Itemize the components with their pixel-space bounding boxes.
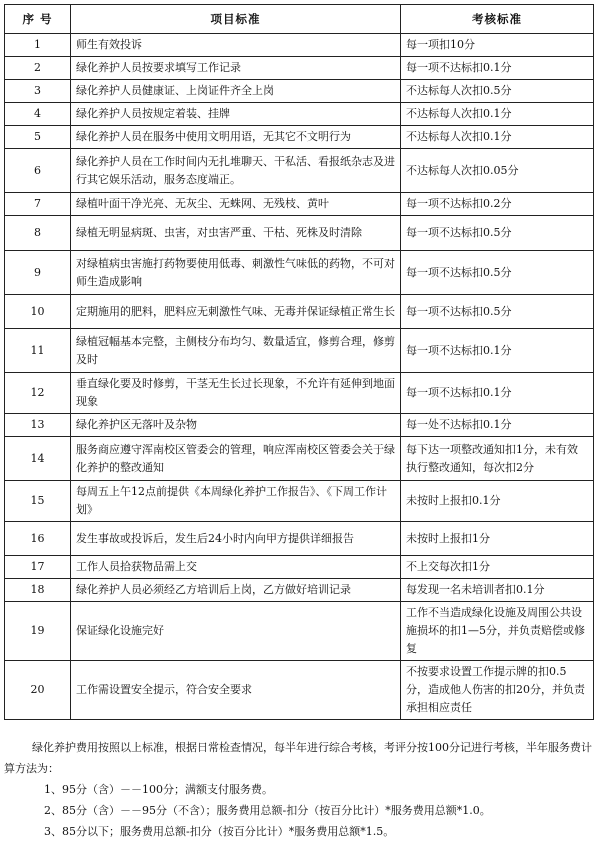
table-row	[5, 295, 594, 329]
row-number: 7	[5, 193, 71, 216]
table-row	[5, 34, 594, 57]
assessment-standard: 每一项不达标扣0.1分	[401, 373, 594, 414]
row-number: 6	[5, 149, 71, 193]
table-row	[5, 80, 594, 103]
item-standard: 绿化养护人员按要求填写工作记录	[71, 57, 401, 80]
table-row	[5, 414, 594, 437]
assessment-standard: 每一处不达标扣0.1分	[401, 414, 594, 437]
row-number: 17	[5, 556, 71, 579]
item-standard: 绿化养护人员按规定着装、挂牌	[71, 103, 401, 126]
assessment-standard: 不按要求设置工作提示牌的扣0.5分，造成他人伤害的扣20分，并负责承担相应责任	[401, 661, 594, 720]
assessment-standard: 工作不当造成绿化设施及周围公共设施损坏的扣1—5分，并负责赔偿或修复	[401, 602, 594, 661]
table-body	[5, 34, 594, 720]
row-number: 16	[5, 522, 71, 556]
notes-item: 3、85分以下；服务费用总额-扣分（按百分比计）*服务费用总额*1.5。	[44, 825, 395, 838]
assessment-standard: 不达标每人次扣0.1分	[401, 126, 594, 149]
row-number: 14	[5, 437, 71, 481]
table-row	[5, 437, 594, 481]
item-standard: 垂直绿化要及时修剪，干茎无生长过长现象，不允许有延伸到地面现象	[71, 373, 401, 414]
table-row	[5, 193, 594, 216]
row-number: 18	[5, 579, 71, 602]
item-standard: 服务商应遵守浑南校区管委会的管理，响应浑南校区管委会关于绿化养护的整改通知	[71, 437, 401, 481]
row-number: 15	[5, 481, 71, 522]
assessment-standard: 每一项不达标扣0.5分	[401, 216, 594, 251]
table-row	[5, 251, 594, 295]
table-row	[5, 329, 594, 373]
row-number: 10	[5, 295, 71, 329]
item-standard: 绿化养护人员健康证、上岗证件齐全上岗	[71, 80, 401, 103]
assessment-standard: 不上交每次扣1分	[401, 556, 594, 579]
table-row	[5, 126, 594, 149]
item-standard: 绿植冠幅基本完整，主侧枝分布均匀、数量适宜，修剪合理，修剪及时	[71, 329, 401, 373]
item-standard: 工作需设置安全提示，符合安全要求	[71, 661, 401, 720]
assessment-standard: 每一项不达标扣0.1分	[401, 57, 594, 80]
table-row	[5, 149, 594, 193]
item-standard: 对绿植病虫害施打药物要使用低毒、刺激性气味低的药物，不可对师生造成影响	[71, 251, 401, 295]
item-standard: 绿植无明显病斑、虫害，对虫害严重、干枯、死株及时清除	[71, 216, 401, 251]
item-standard: 绿化养护人员必须经乙方培训后上岗，乙方做好培训记录	[71, 579, 401, 602]
assessment-standard: 每一项不达标扣0.1分	[401, 329, 594, 373]
item-standard: 保证绿化设施完好	[71, 602, 401, 661]
assessment-table	[4, 4, 594, 720]
notes-item: 1、95分（含）－－100分；满额支付服务费。	[44, 783, 273, 796]
item-standard: 绿化养护人员在服务中使用文明用语，无其它不文明行为	[71, 126, 401, 149]
assessment-standard: 未按时上报扣0.1分	[401, 481, 594, 522]
item-standard: 定期施用的肥料，肥料应无刺激性气味、无毒并保证绿植正常生长	[71, 295, 401, 329]
header-assessment-standard: 考核标准	[401, 5, 594, 34]
row-number: 19	[5, 602, 71, 661]
table-row	[5, 481, 594, 522]
row-number: 9	[5, 251, 71, 295]
assessment-standard: 每发现一名未培训者扣0.1分	[401, 579, 594, 602]
assessment-standard: 不达标每人次扣0.5分	[401, 80, 594, 103]
assessment-standard: 不达标每人次扣0.1分	[401, 103, 594, 126]
item-standard: 绿化养护区无落叶及杂物	[71, 414, 401, 437]
assessment-standard: 不达标每人次扣0.05分	[401, 149, 594, 193]
assessment-standard: 每一项不达标扣0.5分	[401, 251, 594, 295]
row-number: 3	[5, 80, 71, 103]
row-number: 13	[5, 414, 71, 437]
row-number: 8	[5, 216, 71, 251]
row-number: 2	[5, 57, 71, 80]
row-number: 11	[5, 329, 71, 373]
table-row	[5, 602, 594, 661]
item-standard: 绿化养护人员在工作时间内无扎堆聊天、干私活、看报纸杂志及进行其它娱乐活动，服务态度端正。	[71, 149, 401, 193]
table-header-row	[5, 5, 594, 34]
header-item-standard: 项目标准	[71, 5, 401, 34]
assessment-standard: 每下达一项整改通知扣1分，未有效执行整改通知，每次扣2分	[401, 437, 594, 481]
item-standard: 师生有效投诉	[71, 34, 401, 57]
assessment-standard: 每一项不达标扣0.2分	[401, 193, 594, 216]
row-number: 4	[5, 103, 71, 126]
item-standard: 工作人员拾获物品需上交	[71, 556, 401, 579]
table-row	[5, 522, 594, 556]
row-number: 12	[5, 373, 71, 414]
row-number: 20	[5, 661, 71, 720]
item-standard: 每周五上午12点前提供《本周绿化养护工作报告》、《下周工作计划》	[71, 481, 401, 522]
header-number: 序 号	[5, 5, 71, 34]
notes-item: 2、85分（含）－－95分（不含）；服务费用总额-扣分（按百分比计）*服务费用总额*1.0。	[44, 804, 491, 817]
table-row	[5, 57, 594, 80]
table-row	[5, 373, 594, 414]
assessment-standard: 每一项不达标扣0.5分	[401, 295, 594, 329]
table-row	[5, 103, 594, 126]
item-standard: 发生事故或投诉后，发生后24小时内向甲方提供详细报告	[71, 522, 401, 556]
row-number: 5	[5, 126, 71, 149]
table-row	[5, 661, 594, 720]
notes-paragraph: 绿化养护费用按照以上标准，根据日常检查情况，每半年进行综合考核，考评分按100分记进行考核，半年服务费计算方法为：	[4, 741, 592, 775]
assessment-standard: 每一项扣10分	[401, 34, 594, 57]
table-row	[5, 216, 594, 251]
calculation-notes	[4, 737, 593, 842]
table-row	[5, 556, 594, 579]
assessment-standard: 未按时上报扣1分	[401, 522, 594, 556]
table-row	[5, 579, 594, 602]
row-number: 1	[5, 34, 71, 57]
item-standard: 绿植叶面干净光亮、无灰尘、无蛛网、无残枝、黄叶	[71, 193, 401, 216]
